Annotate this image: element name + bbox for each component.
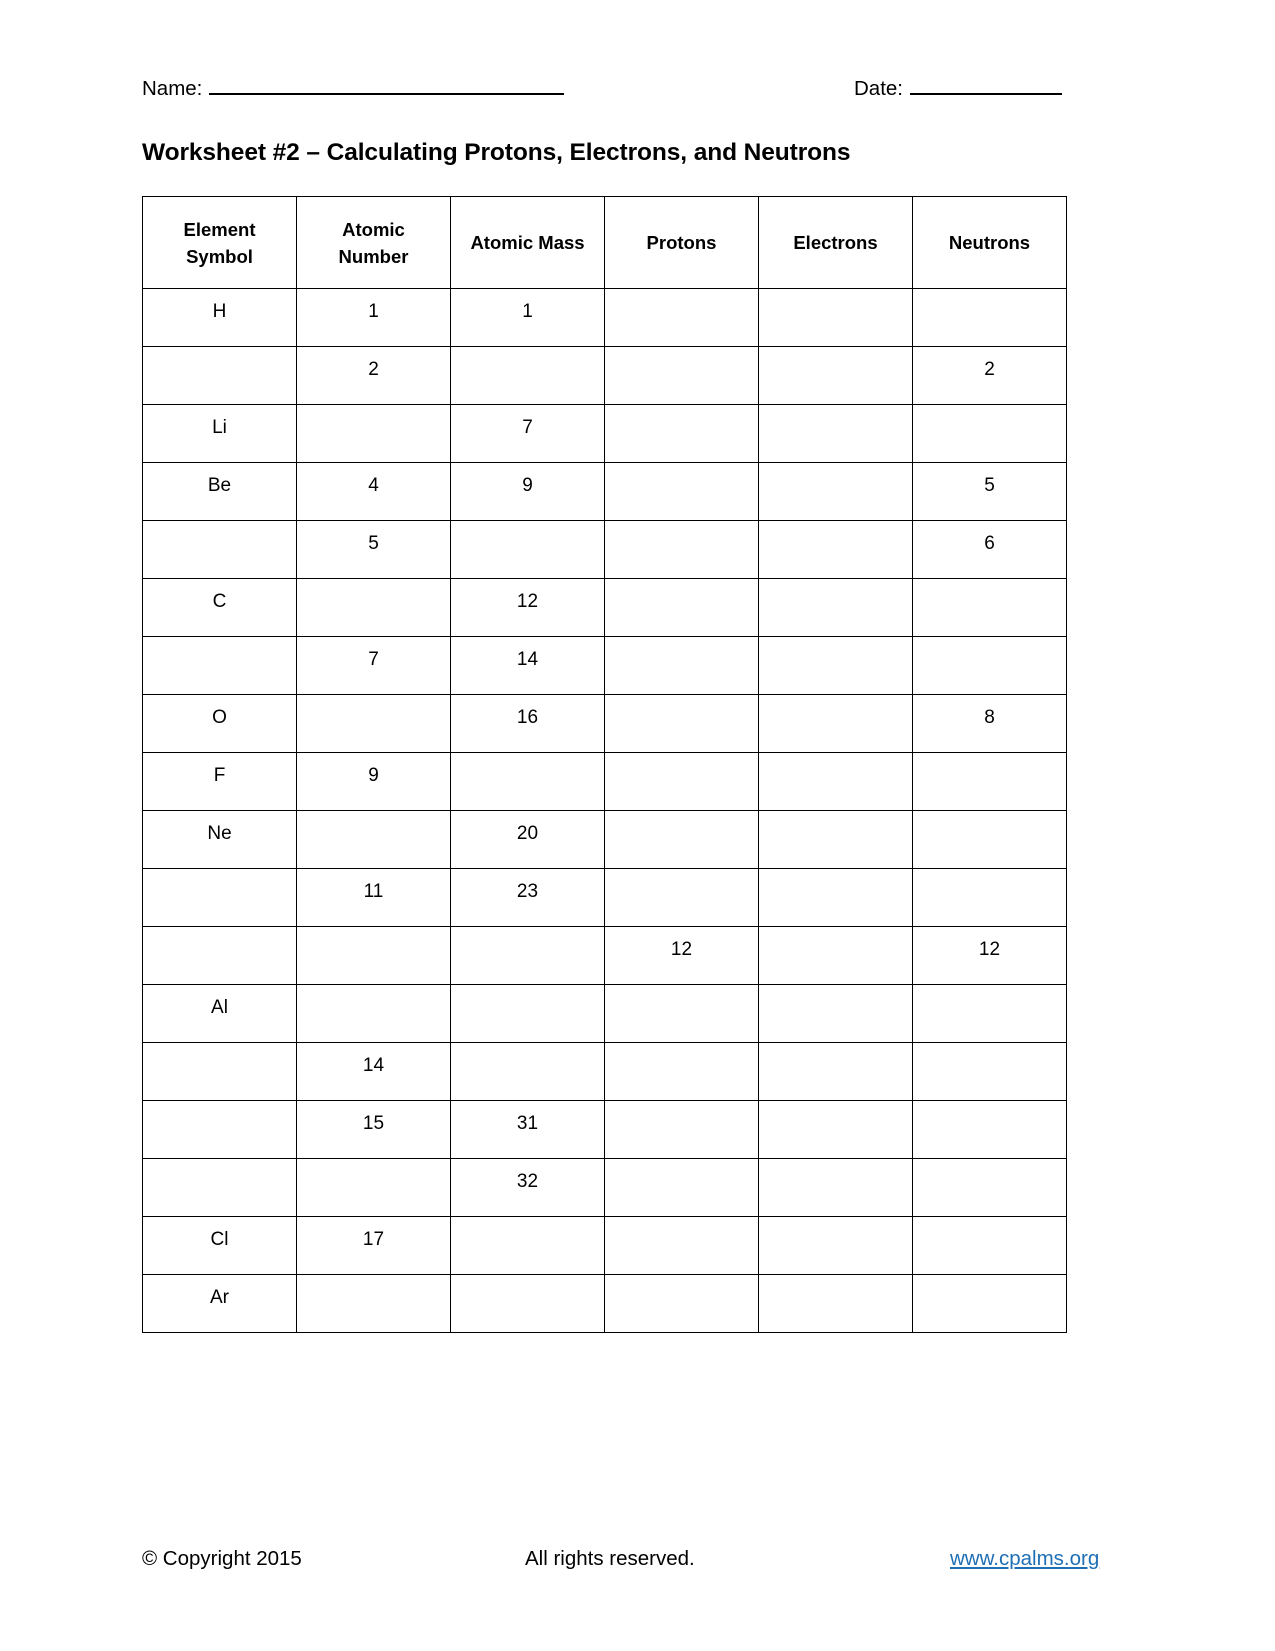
cell-neutrons[interactable] xyxy=(913,1043,1067,1101)
cell-protons[interactable] xyxy=(605,1159,759,1217)
name-blank-line[interactable] xyxy=(209,70,564,95)
cell-neutrons[interactable] xyxy=(913,811,1067,869)
cell-electrons[interactable] xyxy=(759,1217,913,1275)
cell-element-symbol[interactable] xyxy=(143,347,297,405)
column-header-atomic-number xyxy=(297,197,451,289)
cell-atomic-mass[interactable] xyxy=(451,1043,605,1101)
cell-element-symbol[interactable] xyxy=(143,1101,297,1159)
cell-electrons[interactable] xyxy=(759,579,913,637)
cell-atomic-number[interactable]: 15 xyxy=(297,1101,451,1159)
cell-electrons[interactable] xyxy=(759,289,913,347)
cell-atomic-mass[interactable]: 31 xyxy=(451,1101,605,1159)
cell-element-symbol[interactable]: Be xyxy=(143,463,297,521)
cell-neutrons[interactable]: 6 xyxy=(913,521,1067,579)
cell-atomic-number[interactable]: 11 xyxy=(297,869,451,927)
cell-protons[interactable] xyxy=(605,463,759,521)
header-line-2: Symbol xyxy=(186,245,253,267)
header-line-2: Number xyxy=(338,245,409,267)
date-label: Date: xyxy=(854,77,903,100)
table-row xyxy=(143,637,1067,695)
column-header-electrons: Electrons xyxy=(759,197,913,289)
cell-atomic-mass[interactable] xyxy=(451,753,605,811)
cell-atomic-mass[interactable] xyxy=(451,927,605,985)
cell-protons[interactable] xyxy=(605,579,759,637)
table-row xyxy=(143,1101,1067,1159)
cell-electrons[interactable] xyxy=(759,753,913,811)
cell-atomic-number[interactable] xyxy=(297,695,451,753)
cpalms-website-link[interactable]: www.cpalms.org xyxy=(950,1547,1100,1570)
table-row xyxy=(143,695,1067,753)
cell-atomic-mass[interactable]: 9 xyxy=(451,463,605,521)
cell-neutrons[interactable] xyxy=(913,869,1067,927)
table-row xyxy=(143,521,1067,579)
page-title: Worksheet #2 – Calculating Protons, Electrons, and Neutrons xyxy=(142,139,851,166)
cell-atomic-number[interactable]: 2 xyxy=(297,347,451,405)
cell-protons[interactable] xyxy=(605,811,759,869)
cell-atomic-number[interactable]: 7 xyxy=(297,637,451,695)
table-row xyxy=(143,1217,1067,1275)
cell-element-symbol[interactable] xyxy=(143,1043,297,1101)
date-blank-line[interactable] xyxy=(910,70,1062,95)
cell-atomic-mass[interactable]: 23 xyxy=(451,869,605,927)
table-row xyxy=(143,289,1067,347)
cell-electrons[interactable] xyxy=(759,927,913,985)
table-row xyxy=(143,811,1067,869)
cell-neutrons[interactable] xyxy=(913,637,1067,695)
name-field-group xyxy=(142,70,564,104)
cell-electrons[interactable] xyxy=(759,985,913,1043)
table-row xyxy=(143,347,1067,405)
cell-atomic-number[interactable]: 4 xyxy=(297,463,451,521)
cell-element-symbol[interactable] xyxy=(143,637,297,695)
cell-atomic-number[interactable]: 1 xyxy=(297,289,451,347)
cell-protons[interactable] xyxy=(605,521,759,579)
cell-neutrons[interactable] xyxy=(913,1275,1067,1333)
cell-neutrons[interactable] xyxy=(913,405,1067,463)
cell-atomic-mass[interactable]: 20 xyxy=(451,811,605,869)
cell-atomic-mass[interactable] xyxy=(451,1217,605,1275)
cell-atomic-mass[interactable]: 32 xyxy=(451,1159,605,1217)
cell-protons[interactable] xyxy=(605,1101,759,1159)
cell-electrons[interactable] xyxy=(759,869,913,927)
cell-element-symbol[interactable] xyxy=(143,521,297,579)
cell-neutrons[interactable]: 12 xyxy=(913,927,1067,985)
cell-atomic-number[interactable] xyxy=(297,927,451,985)
table-body xyxy=(143,289,1067,1333)
cell-atomic-number[interactable] xyxy=(297,811,451,869)
cell-electrons[interactable] xyxy=(759,1043,913,1101)
cell-element-symbol[interactable]: H xyxy=(143,289,297,347)
copyright-text: © Copyright 2015 xyxy=(142,1547,302,1570)
cell-electrons[interactable] xyxy=(759,1275,913,1333)
cell-electrons[interactable] xyxy=(759,521,913,579)
cell-protons[interactable] xyxy=(605,1217,759,1275)
column-header-atomic-mass: Atomic Mass xyxy=(451,197,605,289)
cell-protons[interactable] xyxy=(605,347,759,405)
cell-neutrons[interactable] xyxy=(913,985,1067,1043)
column-header-protons: Protons xyxy=(605,197,759,289)
column-header-neutrons: Neutrons xyxy=(913,197,1067,289)
table-row xyxy=(143,753,1067,811)
cell-protons[interactable] xyxy=(605,289,759,347)
student-info-row xyxy=(142,70,1066,104)
cell-atomic-number[interactable] xyxy=(297,1159,451,1217)
cell-atomic-number[interactable] xyxy=(297,985,451,1043)
cell-atomic-number[interactable]: 17 xyxy=(297,1217,451,1275)
header-line-1: Atomic xyxy=(342,218,405,240)
table-row xyxy=(143,869,1067,927)
cell-protons[interactable]: 12 xyxy=(605,927,759,985)
cell-protons[interactable] xyxy=(605,405,759,463)
cell-neutrons[interactable]: 8 xyxy=(913,695,1067,753)
rights-text: All rights reserved. xyxy=(525,1547,695,1570)
cell-element-symbol[interactable]: Cl xyxy=(143,1217,297,1275)
cell-atomic-number[interactable]: 5 xyxy=(297,521,451,579)
cell-atomic-number[interactable]: 9 xyxy=(297,753,451,811)
cell-atomic-mass[interactable] xyxy=(451,521,605,579)
table-row xyxy=(143,1159,1067,1217)
cell-electrons[interactable] xyxy=(759,405,913,463)
cell-atomic-mass[interactable]: 12 xyxy=(451,579,605,637)
table-row xyxy=(143,985,1067,1043)
table-header-row xyxy=(143,197,1067,289)
cell-electrons[interactable] xyxy=(759,695,913,753)
cell-atomic-mass[interactable]: 1 xyxy=(451,289,605,347)
cell-element-symbol[interactable] xyxy=(143,869,297,927)
cell-element-symbol[interactable]: C xyxy=(143,579,297,637)
cell-atomic-mass[interactable]: 14 xyxy=(451,637,605,695)
table-header xyxy=(143,197,1067,289)
cell-neutrons[interactable] xyxy=(913,289,1067,347)
page-footer xyxy=(142,1545,1100,1577)
cell-protons[interactable] xyxy=(605,1043,759,1101)
cell-electrons[interactable] xyxy=(759,463,913,521)
table-row xyxy=(143,927,1067,985)
cell-neutrons[interactable] xyxy=(913,1217,1067,1275)
cell-atomic-number[interactable] xyxy=(297,1275,451,1333)
table-row xyxy=(143,463,1067,521)
element-data-table xyxy=(142,196,1067,1333)
cell-element-symbol[interactable]: Ne xyxy=(143,811,297,869)
cell-element-symbol[interactable] xyxy=(143,1159,297,1217)
cell-electrons[interactable] xyxy=(759,1159,913,1217)
cell-protons[interactable] xyxy=(605,1275,759,1333)
cell-atomic-mass[interactable] xyxy=(451,985,605,1043)
table-row xyxy=(143,1043,1067,1101)
cell-element-symbol[interactable]: F xyxy=(143,753,297,811)
cell-atomic-mass[interactable] xyxy=(451,347,605,405)
cell-protons[interactable] xyxy=(605,753,759,811)
cell-element-symbol[interactable]: Li xyxy=(143,405,297,463)
cell-protons[interactable] xyxy=(605,985,759,1043)
table-row xyxy=(143,579,1067,637)
cell-element-symbol[interactable]: Ar xyxy=(143,1275,297,1333)
cell-atomic-mass[interactable]: 7 xyxy=(451,405,605,463)
cell-electrons[interactable] xyxy=(759,811,913,869)
cell-protons[interactable] xyxy=(605,637,759,695)
cell-neutrons[interactable] xyxy=(913,1101,1067,1159)
cell-neutrons[interactable] xyxy=(913,579,1067,637)
cell-element-symbol[interactable]: Al xyxy=(143,985,297,1043)
cell-atomic-mass[interactable]: 16 xyxy=(451,695,605,753)
cell-protons[interactable] xyxy=(605,869,759,927)
cell-protons[interactable] xyxy=(605,695,759,753)
table-row xyxy=(143,1275,1067,1333)
cell-electrons[interactable] xyxy=(759,637,913,695)
header-line-1: Element xyxy=(183,218,256,240)
cell-atomic-mass[interactable] xyxy=(451,1275,605,1333)
name-label: Name: xyxy=(142,77,203,100)
cell-atomic-number[interactable]: 14 xyxy=(297,1043,451,1101)
cell-neutrons[interactable] xyxy=(913,753,1067,811)
cell-element-symbol[interactable] xyxy=(143,927,297,985)
date-field-group xyxy=(854,70,1062,104)
cell-atomic-number[interactable] xyxy=(297,405,451,463)
cell-neutrons[interactable]: 2 xyxy=(913,347,1067,405)
cell-electrons[interactable] xyxy=(759,347,913,405)
table-row xyxy=(143,405,1067,463)
cell-neutrons[interactable]: 5 xyxy=(913,463,1067,521)
cell-element-symbol[interactable]: O xyxy=(143,695,297,753)
column-header-element-symbol xyxy=(143,197,297,289)
cell-electrons[interactable] xyxy=(759,1101,913,1159)
cell-neutrons[interactable] xyxy=(913,1159,1067,1217)
cell-atomic-number[interactable] xyxy=(297,579,451,637)
